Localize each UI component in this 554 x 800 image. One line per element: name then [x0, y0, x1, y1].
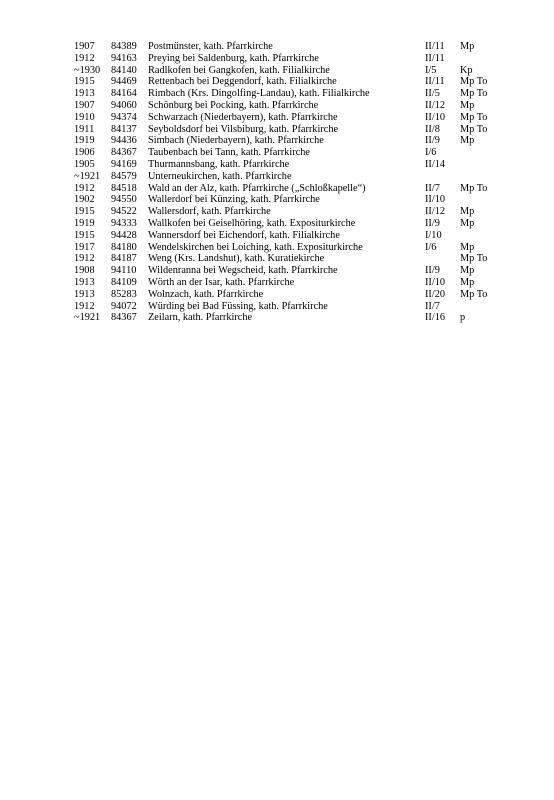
place-cell: Taubenbach bei Tann, kath. Pfarrkirche — [148, 147, 310, 159]
table-row — [74, 242, 514, 254]
manual-register-cell: II/12 — [425, 99, 446, 111]
code-cell: Mp — [460, 206, 475, 218]
table-row — [74, 135, 514, 147]
manual-register-cell: II/9 — [425, 265, 440, 277]
manual-register-cell: II/10 — [425, 276, 446, 288]
table-row — [74, 253, 514, 265]
postal-code-cell: 84180 — [111, 241, 137, 253]
year-cell: 1919 — [74, 135, 95, 147]
manual-register-cell: II/11 — [425, 41, 445, 52]
manual-register-cell: I/10 — [425, 229, 442, 241]
table-row — [74, 171, 514, 183]
year-cell: 1913 — [74, 288, 95, 300]
year-cell: ~1921 — [74, 170, 101, 182]
code-cell: Mp — [460, 241, 475, 253]
place-cell: Wendelskirchen bei Loiching, kath. Expositurkirche — [148, 241, 363, 253]
year-cell: 1908 — [74, 265, 95, 277]
code-cell: Mp — [460, 217, 475, 229]
place-cell: Preying bei Saldenburg, kath. Pfarrkirche — [148, 52, 319, 64]
year-cell: 1912 — [74, 182, 95, 194]
postal-code-cell: 84579 — [111, 170, 137, 182]
manual-register-cell: II/10 — [425, 111, 446, 123]
postal-code-cell: 94550 — [111, 194, 137, 206]
table-row — [74, 230, 514, 242]
manual-register-cell: II/14 — [425, 158, 446, 170]
place-cell: Weng (Krs. Landshut), kath. Kuratiekirche — [148, 253, 325, 265]
manual-register-cell: I/6 — [425, 241, 437, 253]
place-cell: Simbach (Niederbayern), kath. Pfarrkirche — [148, 135, 324, 147]
manual-register-cell: I/6 — [425, 147, 437, 159]
postal-code-cell: 94072 — [111, 300, 137, 312]
manual-register-cell: II/5 — [425, 88, 440, 100]
table-row — [74, 112, 514, 124]
postal-code-cell: 85283 — [111, 288, 137, 300]
year-cell: ~1921 — [74, 312, 101, 324]
code-cell: Mp To — [460, 111, 488, 123]
table-row — [74, 265, 514, 277]
year-cell: 1913 — [74, 88, 95, 100]
postal-code-cell: 84367 — [111, 147, 137, 159]
place-cell: Wallersdorf, kath. Pfarrkirche — [148, 206, 271, 218]
table-row — [74, 76, 514, 88]
table-row — [74, 147, 514, 159]
place-cell: Seyboldsdorf bei Vilsbiburg, kath. Pfarrkirche — [148, 123, 339, 135]
code-cell: Mp — [460, 265, 475, 277]
year-cell: ~1930 — [74, 64, 101, 76]
year-cell: 1915 — [74, 76, 95, 88]
postal-code-cell: 84140 — [111, 64, 137, 76]
place-cell: Wallkofen bei Geiselhöring, kath. Expositurkirche — [148, 217, 356, 229]
manual-register-cell: II/10 — [425, 194, 446, 206]
manual-register-cell: II/8 — [425, 123, 440, 135]
postal-code-cell: 94163 — [111, 52, 137, 64]
place-cell: Wald an der Alz, kath. Pfarrkirche („Schloßkapelle“) — [148, 182, 366, 194]
table-row — [74, 277, 514, 289]
postal-code-cell: 84389 — [111, 41, 137, 52]
place-cell: Schönburg bei Pocking, kath. Pfarrkirche — [148, 99, 319, 111]
place-cell: Radlkofen bei Gangkofen, kath. Filialkirche — [148, 64, 330, 76]
year-cell: 1912 — [74, 300, 95, 312]
year-cell: 1910 — [74, 111, 95, 123]
code-cell: Kp — [460, 64, 473, 76]
code-cell: Mp To — [460, 88, 488, 100]
place-cell: Postmünster, kath. Pfarrkirche — [148, 41, 273, 52]
postal-code-cell: 94374 — [111, 111, 137, 123]
manual-register-cell: II/11 — [425, 52, 445, 64]
place-cell: Wildenranna bei Wegscheid, kath. Pfarrkirche — [148, 265, 338, 277]
postal-code-cell: 94469 — [111, 76, 137, 88]
place-cell: Wannersdorf bei Eichendorf, kath. Filialkirche — [148, 229, 340, 241]
year-cell: 1907 — [74, 99, 95, 111]
manual-register-cell: II/12 — [425, 206, 446, 218]
table-row — [74, 218, 514, 230]
year-cell: 1907 — [74, 41, 95, 52]
postal-code-cell: 94060 — [111, 99, 137, 111]
table-row — [74, 301, 514, 313]
year-cell: 1912 — [74, 253, 95, 265]
table-row — [74, 289, 514, 301]
manual-register-cell: I/5 — [425, 64, 437, 76]
table-row — [74, 100, 514, 112]
code-cell: Mp To — [460, 253, 488, 265]
manual-register-cell: II/7 — [425, 300, 440, 312]
postal-code-cell: 84109 — [111, 276, 137, 288]
postal-code-cell: 94436 — [111, 135, 137, 147]
code-cell: Mp — [460, 135, 475, 147]
postal-code-cell: 84367 — [111, 312, 137, 324]
place-cell: Rettenbach bei Deggendorf, kath. Filialkirche — [148, 76, 337, 88]
table-row — [74, 41, 514, 53]
place-cell: Wolnzach, kath. Pfarrkirche — [148, 288, 264, 300]
year-cell: 1912 — [74, 52, 95, 64]
postal-code-cell: 94169 — [111, 158, 137, 170]
postal-code-cell: 94110 — [111, 265, 137, 277]
place-cell: Unterneukirchen, kath. Pfarrkirche — [148, 170, 292, 182]
year-cell: 1915 — [74, 229, 95, 241]
postal-code-cell: 94333 — [111, 217, 137, 229]
manual-register-cell: II/7 — [425, 182, 440, 194]
place-cell: Wallerdorf bei Künzing, kath. Pfarrkirche — [148, 194, 320, 206]
year-cell: 1905 — [74, 158, 95, 170]
organ-list-table — [74, 41, 514, 324]
table-row — [74, 124, 514, 136]
manual-register-cell: II/11 — [425, 76, 445, 88]
postal-code-cell: 84187 — [111, 253, 137, 265]
year-cell: 1906 — [74, 147, 95, 159]
table-row — [74, 159, 514, 171]
year-cell: 1911 — [74, 123, 95, 135]
year-cell: 1919 — [74, 217, 95, 229]
table-row — [74, 88, 514, 100]
place-cell: Zeilarn, kath. Pfarrkirche — [148, 312, 253, 324]
code-cell: Mp To — [460, 288, 488, 300]
code-cell: p — [460, 312, 466, 324]
table-row — [74, 53, 514, 65]
table-row — [74, 312, 514, 324]
manual-register-cell: II/9 — [425, 217, 440, 229]
table-row — [74, 206, 514, 218]
postal-code-cell: 84164 — [111, 88, 137, 100]
year-cell: 1915 — [74, 206, 95, 218]
code-cell: Mp To — [460, 123, 488, 135]
postal-code-cell: 84137 — [111, 123, 137, 135]
place-cell: Wörth an der Isar, kath. Pfarrkirche — [148, 276, 295, 288]
code-cell: Mp To — [460, 182, 488, 194]
postal-code-cell: 94428 — [111, 229, 137, 241]
table-row — [74, 183, 514, 195]
table-row — [74, 194, 514, 206]
code-cell: Mp — [460, 41, 475, 52]
manual-register-cell: II/9 — [425, 135, 440, 147]
place-cell: Würding bei Bad Füssing, kath. Pfarrkirche — [148, 300, 328, 312]
table-row — [74, 65, 514, 77]
code-cell: Mp — [460, 99, 475, 111]
manual-register-cell: II/20 — [425, 288, 446, 300]
place-cell: Rimbach (Krs. Dingolfing-Landau), kath. Filialkirche — [148, 88, 370, 100]
code-cell: Mp — [460, 276, 475, 288]
postal-code-cell: 94522 — [111, 206, 137, 218]
year-cell: 1917 — [74, 241, 95, 253]
postal-code-cell: 84518 — [111, 182, 137, 194]
manual-register-cell: II/16 — [425, 312, 446, 324]
year-cell: 1902 — [74, 194, 95, 206]
place-cell: Thurmannsbang, kath. Pfarrkirche — [148, 158, 290, 170]
year-cell: 1913 — [74, 276, 95, 288]
place-cell: Schwarzach (Niederbayern), kath. Pfarrkirche — [148, 111, 338, 123]
code-cell: Mp To — [460, 76, 488, 88]
